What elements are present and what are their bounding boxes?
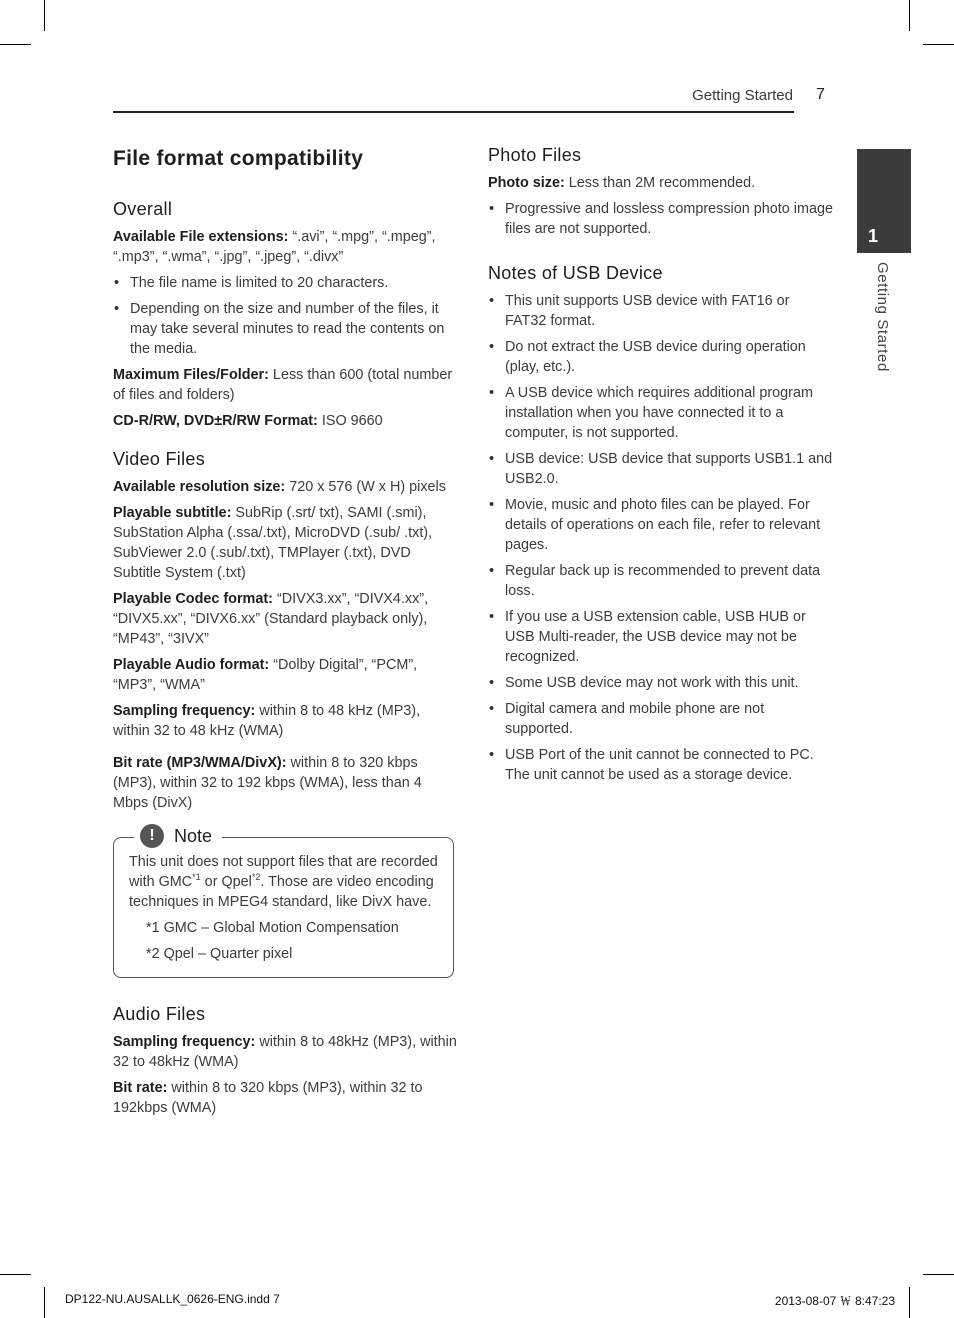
note-text (129, 852, 439, 912)
usb-notes-heading: Notes of USB Device (488, 263, 663, 283)
page-number: 7 (816, 86, 825, 103)
right-column (488, 143, 833, 791)
overall-heading: Overall (113, 199, 173, 219)
codec-value: “DIVX3.xx”, “DIVX4.xx”, “DIVX5.xx”, “DIVX6.xx” (Standard playback only), “MP43”, “3IVX” (113, 591, 429, 647)
subtitle-label: Playable subtitle: (113, 505, 232, 521)
photo-bullet-list (488, 199, 833, 239)
crop-mark (0, 44, 31, 45)
audio-sampling-value: within 8 to 48kHz (MP3), within 32 to 48kHz (WMA) (113, 1034, 457, 1070)
crop-mark (909, 1287, 910, 1318)
list-item: • This unit supports USB device with FAT16 or FAT32 format. (488, 291, 833, 331)
chapter-number: 1 (868, 226, 879, 246)
crop-mark (923, 1274, 954, 1275)
photo-size-paragraph (488, 173, 833, 193)
subtitle-value: SubRip (.srt/ txt), SAMI (.smi), SubStation Alpha (.ssa/.txt), MicroDVD (.sub/ .txt), SubViewer 2.0 (.sub/.txt), TMPlayer (.txt), DVD Subtitle System (.txt) (113, 505, 433, 581)
footnote-ref: *2 (251, 872, 261, 883)
overall-bullet-list (113, 273, 458, 359)
resolution-value: 720 x 576 (W x H) pixels (285, 479, 446, 495)
audio-bitrate-value: within 8 to 320 kbps (MP3), within 32 to 192kbps (WMA) (113, 1080, 423, 1116)
list-item: • USB device: USB device that supports USB1.1 and USB2.0. (488, 449, 833, 489)
resolution-paragraph (113, 477, 458, 497)
audio-bitrate-paragraph (113, 1078, 458, 1118)
video-bitrate-paragraph (113, 753, 458, 813)
max-files-paragraph (113, 365, 458, 405)
video-files-heading: Video Files (113, 449, 206, 469)
note-label: Note (174, 826, 213, 846)
crop-mark (909, 0, 910, 31)
list-item: • Movie, music and photo files can be played. For details of operations on each file, refer to relevant pages. (488, 495, 833, 555)
codec-label: Playable Codec format: (113, 591, 273, 607)
chapter-tab (857, 149, 911, 253)
list-item: • Progressive and lossless compression photo image files are not supported. (488, 199, 833, 239)
photo-files-heading: Photo Files (488, 145, 582, 165)
resolution-label: Available resolution size: (113, 479, 286, 495)
audio-format-value: “Dolby Digital”, “PCM”, “MP3”, “WMA” (113, 657, 418, 693)
list-item: • Do not extract the USB device during operation (play, etc.). (488, 337, 833, 377)
note-box (113, 826, 454, 978)
disc-format-label: CD-R/RW, DVD±R/RW Format: (113, 413, 318, 429)
footer-timestamp: 2013-08-07 ￦ 8:47:23 (774, 1294, 895, 1308)
footnote-qpel: *2 Qpel – Quarter pixel (146, 946, 293, 962)
list-item: • Digital camera and mobile phone are not supported. (488, 699, 833, 739)
codec-paragraph (113, 589, 458, 649)
audio-sampling-paragraph (113, 1032, 458, 1072)
list-item: • If you use a USB extension cable, USB HUB or USB Multi-reader, the USB device may not be recognized. (488, 607, 833, 667)
audio-format-paragraph (113, 655, 458, 695)
list-item: • Depending on the size and number of the files, it may take several minutes to read the contents on the media. (113, 299, 458, 359)
crop-mark (923, 44, 954, 45)
crop-mark (44, 1287, 45, 1318)
left-column (113, 143, 458, 1124)
list-item: • USB Port of the unit cannot be connected to PC. The unit cannot be used as a storage device. (488, 745, 833, 785)
running-header-section: Getting Started (692, 87, 793, 104)
max-files-value: Less than 600 (total number of files and folders) (113, 367, 453, 403)
chapter-tab-label: Getting Started (874, 262, 891, 372)
list-item: • Some USB device may not work with this unit. (488, 673, 833, 693)
subtitle-paragraph (113, 503, 458, 583)
video-bitrate-value: within 8 to 320 kbps (MP3), within 32 to 192 kbps (WMA), less than 4 Mbps (DivX) (113, 755, 422, 811)
note-text-part: . Those are video encoding techniques in MPEG4 standard, like DivX have. (129, 874, 434, 910)
header-rule (113, 111, 794, 113)
photo-size-value: Less than 2M recommended. (564, 175, 756, 191)
page-title: File format compatibility (113, 147, 364, 170)
audio-sampling-label: Sampling frequency: (113, 1034, 256, 1050)
video-sampling-paragraph (113, 701, 458, 741)
crop-mark (44, 0, 45, 31)
footnote-gmc: *1 GMC – Global Motion Compensation (146, 920, 399, 936)
list-item: • The file name is limited to 20 characters. (113, 273, 458, 293)
video-sampling-label: Sampling frequency: (113, 703, 256, 719)
list-item: • A USB device which requires additional program installation when you have connected it to a computer, is not supported. (488, 383, 833, 443)
audio-files-heading: Audio Files (113, 1004, 206, 1024)
video-sampling-value: within 8 to 48 kHz (MP3), within 32 to 48 kHz (WMA) (113, 703, 421, 739)
usb-bullet-list (488, 291, 833, 785)
video-bitrate-label: Bit rate (MP3/WMA/DivX): (113, 755, 287, 771)
list-item: • Regular back up is recommended to prevent data loss. (488, 561, 833, 601)
disc-format-value: ISO 9660 (317, 413, 383, 429)
file-extensions-label: Available File extensions: (113, 229, 289, 245)
crop-mark (0, 1274, 31, 1275)
note-title (134, 824, 222, 848)
audio-format-label: Playable Audio format: (113, 657, 270, 673)
file-extensions-value: “.avi”, “.mpg”, “.mpeg”, “.mp3”, “.wma”, “.jpg”, “.jpeg”, “.divx” (113, 229, 436, 265)
note-text-part: or Qpel (200, 874, 252, 890)
exclamation-icon: ! (140, 824, 164, 848)
audio-bitrate-label: Bit rate: (113, 1080, 168, 1096)
max-files-label: Maximum Files/Folder: (113, 367, 269, 383)
file-extensions-paragraph (113, 227, 458, 267)
note-text-part: This unit does not support files that are recorded with GMC (129, 854, 438, 890)
photo-size-label: Photo size: (488, 175, 565, 191)
footnote-ref: *1 (192, 872, 201, 883)
footer-file-name: DP122-NU.AUSALLK_0626-ENG.indd 7 (65, 1292, 280, 1306)
disc-format-paragraph (113, 411, 458, 431)
